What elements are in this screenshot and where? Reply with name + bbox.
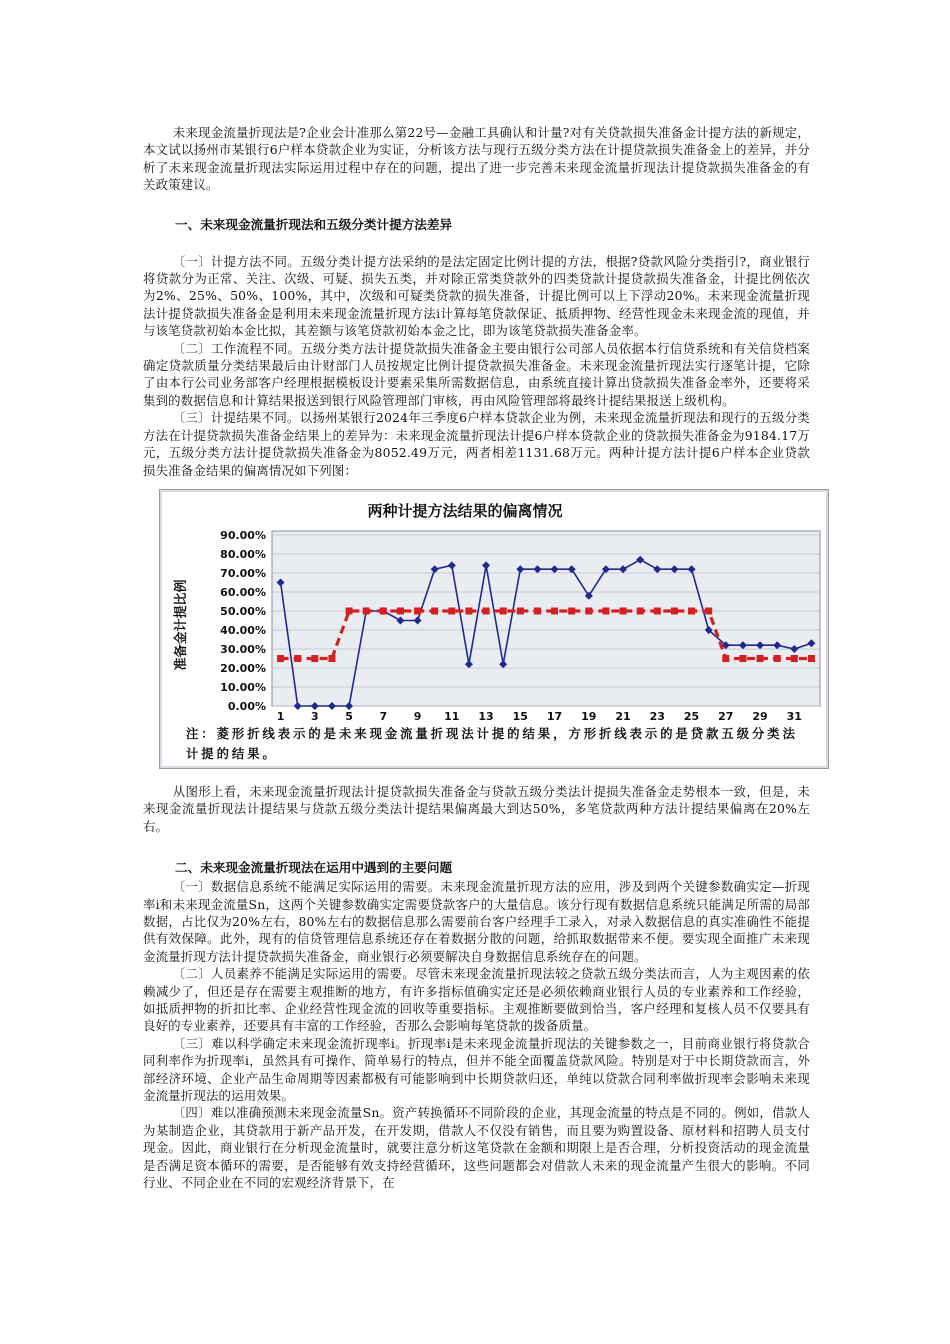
x-tick-label: 23: [649, 709, 665, 723]
x-tick-label: 27: [718, 709, 734, 723]
y-tick-label: 90.00%: [220, 528, 266, 542]
square-point: [568, 607, 575, 614]
document-page: [143, 124, 810, 1191]
x-tick-label: 1: [276, 709, 285, 723]
square-point: [585, 607, 592, 614]
square-point: [637, 607, 644, 614]
square-point: [808, 655, 815, 662]
x-tick-label: 13: [478, 709, 494, 723]
section1-heading: 一、未来现金流量折现法和五级分类计提方法差异: [175, 216, 453, 232]
section1-paragraph-3: 〔三〕计提结果不同。以扬州某银行2024年三季度6户样本贷款企业为例，未来现金流量折现法和现行的五级分类方法在计提贷款损失准备金结果上的差异为：未来现金流量折现法计提6户样本贷款企业的贷款损失准备金为9184.17万元，五级分类方法计提贷款损失准备金为8052.49万元，两者相差1131.68万元。两种计提方法计提6户样本企业贷款损失准备金结果的偏离情况如下列图：: [143, 410, 810, 478]
x-tick-label: 25: [683, 709, 700, 723]
intro-paragraph: 未来现金流量折现法是?企业会计准那么第22号—金融工具确认和计量?对有关贷款损失准备金计提方法的新规定，本文试以扬州市某银行6户样本贷款企业为实证，分析该方法与现行五级分类方法在计提贷款损失准备金上的差异，并分析了未来现金流量折现法实际运用过程中存在的问题，提出了进一步完善未来现金流量折现法计提贷款损失准备金的有关政策建议。: [143, 125, 810, 193]
y-tick-label: 60.00%: [220, 585, 266, 599]
square-point: [328, 655, 335, 662]
x-tick-label: 15: [512, 709, 528, 723]
y-tick-label: 70.00%: [220, 566, 266, 580]
x-tick-label: 21: [615, 709, 631, 723]
deviation-chart: [159, 489, 829, 769]
square-point: [500, 607, 507, 614]
y-tick-label: 80.00%: [220, 547, 266, 561]
y-tick-label: 20.00%: [220, 661, 266, 675]
square-point: [688, 607, 695, 614]
square-point: [671, 607, 678, 614]
x-tick-label: 17: [546, 709, 563, 723]
section2-paragraph-2: 〔二〕人员素养不能满足实际运用的需要。尽管未来现金流量折现法较之贷款五级分类法而言，人为主观因素的依赖减少了，但还是存在需要主观推断的地方，有许多指标值确实定还是必须依赖商业银行人员的专业素养和工作经验，如抵质押物的折扣比率、企业经营性现金流的回收等重要指标。主观推断要做到恰当，客户经理和复核人员不仅要具有良好的专业素养，还要具有丰富的工作经验，否那么会影响每笔贷款的拨备质量。: [143, 966, 810, 1034]
chart-commentary: 从图形上看，未来现金流量折现法计提贷款损失准备金与贷款五级分类法计提损失准备金走势根本一致，但是，未来现金流量折现法计提结果与贷款五级分类法计提结果偏离最大到达50%，多笔贷款两种方法计提结果偏离在20%左右。: [143, 783, 810, 834]
square-point: [465, 607, 472, 614]
x-tick-label: 9: [413, 709, 422, 723]
square-point: [654, 607, 661, 614]
square-point: [517, 607, 524, 614]
square-point: [294, 655, 301, 662]
square-point: [397, 607, 404, 614]
x-tick-label: 29: [752, 709, 768, 723]
section2-paragraph-4: 〔四〕难以准确预测未来现金流量Sn。资产转换循环不同阶段的企业，其现金流量的特点是不同的。例如，借款人为某制造企业，其贷款用于新产品开发，在开发期，借款人不仅没有销售，而且要为购置设备、原材料和招聘人员支付现金。因此，商业银行在分析现金流量时，就要注意分析这笔贷款在金额和期限上是否合理，分析投资活动的现金流量是否满足资本循环的需要，是否能够有效支持经营循环，这些问题都会对借款人未来的现金流量产生很大的影响。不同行业、不同企业在不同的宏观经济背景下，在: [143, 1105, 810, 1191]
square-point: [705, 607, 712, 614]
square-point: [620, 607, 627, 614]
square-point: [380, 607, 387, 614]
square-point: [311, 655, 318, 662]
section1-paragraph-1: 〔一〕计提方法不同。五级分类计提方法采纳的是法定固定比例计提的方法，根据?贷款风险分类指引?，商业银行将贷款分为正常、关注、次级、可疑、损失五类，并对除正常类贷款外的四类贷款计提贷款损失准备金，计提比例依次为2%、25%、50%、100%，其中，次级和可疑类贷款的损失准备，计提比例可以上下浮动20%。未来现金流量折现法计提贷款损失准备金是利用未来现金流量折现方法ⅰ计算每笔贷款保证、抵质押物、经营性现金未来现金流的现值，并与该笔贷款初始本金比拟，其差额与该笔贷款初始本金之比，即为该笔贷款损失准备金率。: [143, 253, 810, 339]
square-point: [363, 607, 370, 614]
y-tick-label: 30.00%: [220, 642, 266, 656]
y-tick-label: 40.00%: [220, 623, 266, 637]
chart-annotation: 注：菱形折线表示的是未来现金流量折现法计提的结果，方形折线表示的是贷款五级分类法计提的结果。: [186, 726, 798, 761]
square-point: [483, 607, 490, 614]
plot-area: [220, 529, 820, 723]
chart-title: 两种计提方法结果的偏离情况: [367, 501, 563, 520]
square-point: [774, 655, 781, 662]
x-tick-label: 3: [310, 709, 319, 723]
x-tick-label: 5: [345, 709, 353, 723]
x-tick-label: 7: [379, 709, 388, 723]
x-tick-label: 31: [786, 709, 802, 723]
chart-ylabel: 准备金计提比例: [174, 579, 189, 671]
x-tick-label: 11: [444, 709, 460, 723]
square-point: [414, 607, 421, 614]
section2-paragraph-3: 〔三〕难以科学确定未来现金流折现率ⅰ。折现率ⅰ是未来现金流量折现法的关键参数之一，目前商业银行将贷款合同利率作为折现率ⅰ，虽然具有可操作、简单易行的特点，但并不能全面覆盖贷款风险。特别是对于中长期贷款而言，外部经济环境、企业产品生命周期等因素都极有可能影响到中长期贷款归还，单纯以贷款合同利率做折现率会影响未来现金流量折现法的运用效果。: [143, 1035, 810, 1103]
section1-paragraph-2: 〔二〕工作流程不同。五级分类方法计提贷款损失准备金主要由银行公司部人员依据本行信贷系统和有关信贷档案确定贷款质量分类结果最后由计财部门人员按规定比例计提贷款损失准备金。未来现金流量折现法实行逐笔计提，它除了由本行公司业务部客户经理根据模板设计要素采集所需数据信息，由系统直接计算出贷款损失准备金率外，还要将采集到的数据信息和计算结果报送到银行风险管理部门审核，再由风险管理部将最终计提结果报送上级机构。: [143, 340, 810, 408]
square-point: [534, 607, 541, 614]
y-tick-label: 10.00%: [220, 680, 266, 694]
square-point: [722, 655, 729, 662]
square-point: [431, 607, 438, 614]
square-point: [739, 655, 746, 662]
section2-heading: 二、未来现金流量折现法在运用中遇到的主要问题: [175, 860, 453, 876]
square-point: [448, 607, 455, 614]
square-point: [602, 607, 609, 614]
square-point: [551, 607, 558, 614]
square-point: [791, 655, 798, 662]
square-point: [346, 607, 353, 614]
y-tick-label: 50.00%: [220, 604, 266, 618]
x-tick-label: 19: [581, 709, 597, 723]
square-point: [277, 655, 284, 662]
section2-paragraph-1: 〔一〕数据信息系统不能满足实际运用的需要。未来现金流量折现方法的应用，涉及到两个关键参数确实定—折现率ⅰ和未来现金流量Sn，这两个关键参数确实定需要贷款客户的大量信息。该分行现有数据信息系统只能满足所需的局部数据，占比仅为20%左右，80%左右的数据信息那么需要前台客户经理手工录入，对录入数据信息的真实准确性不能提供有效保障。此外，现有的信贷管理信息系统还存在着数据分散的问题，给抓取数据带来不便。要实现全面推广未来现金流量折现方法计提贷款损失准备金，商业银行必须要解决自身数据信息系统存在的问题。: [143, 879, 810, 964]
y-tick-label: 0.00%: [227, 699, 266, 713]
square-point: [757, 655, 764, 662]
